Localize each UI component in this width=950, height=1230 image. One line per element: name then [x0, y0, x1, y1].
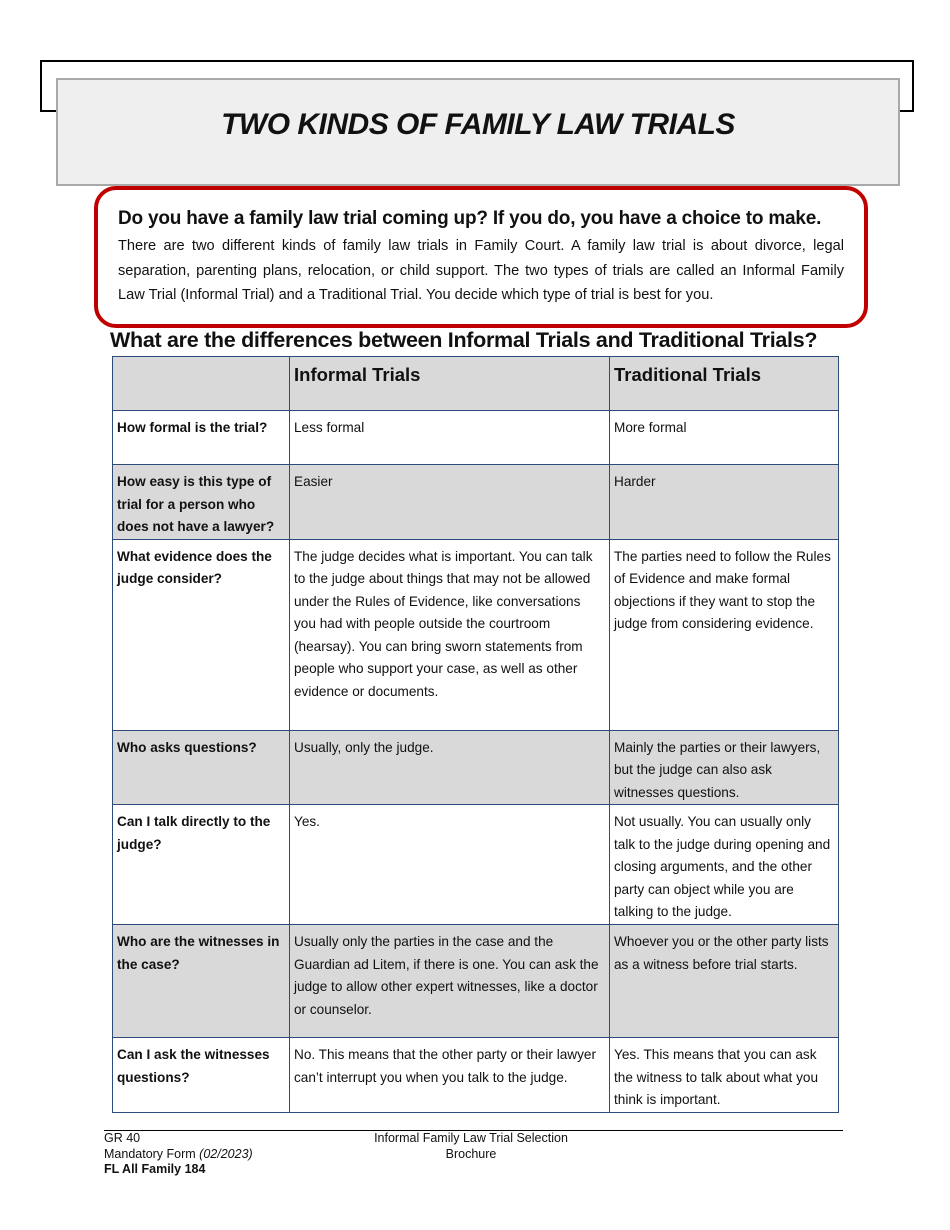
row-traditional: Not usually. You can usually only talk to the judge during opening and closing arguments, and the other party can object while you are talking to the judge. [610, 805, 839, 925]
header-cell-empty [113, 357, 290, 411]
table-row [113, 805, 839, 925]
row-informal: Usually, only the judge. [290, 730, 610, 805]
title-banner [56, 78, 900, 186]
row-traditional: Whoever you or the other party lists as a witness before trial starts. [610, 925, 839, 1038]
footer-form-info [104, 1131, 253, 1178]
row-question: What evidence does the judge consider? [113, 539, 290, 730]
row-question: Who asks questions? [113, 730, 290, 805]
row-question: Can I ask the witnesses questions? [113, 1038, 290, 1113]
header-traditional: Traditional Trials [610, 357, 839, 411]
row-traditional: The parties need to follow the Rules of Evidence and make formal objections if they want to stop the judge from considering evidence. [610, 539, 839, 730]
intro-callout [94, 186, 868, 328]
table-row [113, 1038, 839, 1113]
footer-title-line2: Brochure [445, 1146, 497, 1161]
table-header-row [113, 357, 839, 411]
footer-title-line1: Informal Family Law Trial Selection [374, 1131, 568, 1145]
row-traditional: Yes. This means that you can ask the witness to talk about what you think is important. [610, 1038, 839, 1113]
row-informal: Easier [290, 465, 610, 540]
row-question: How easy is this type of trial for a person who does not have a lawyer? [113, 465, 290, 540]
row-traditional: Mainly the parties or their lawyers, but the judge can also ask witnesses questions. [610, 730, 839, 805]
intro-paragraph: There are two different kinds of family law trials in Family Court. A family law trial is about divorce, legal separation, parenting plans, relocation, or child support. The two types of trials are called an Informal Family Law Trial (Informal Trial) and a Traditional Trial. You decide which type of trial is best for you. [118, 238, 844, 303]
section-heading: What are the differences between Informal Trials and Traditional Trials? [110, 328, 818, 352]
table-row [113, 730, 839, 805]
intro-question: Do you have a family law trial coming up? If you do, you have a choice to make. [118, 208, 822, 229]
footer-mandatory-form: Mandatory Form (02/2023) [104, 1146, 253, 1161]
row-question: Who are the witnesses in the case? [113, 925, 290, 1038]
comparison-table [112, 356, 839, 1113]
row-informal: Yes. [290, 805, 610, 925]
footer-form-code: FL All Family 184 [104, 1162, 206, 1176]
footer-form-date: (02/2023) [199, 1146, 253, 1161]
header-informal: Informal Trials [290, 357, 610, 411]
row-traditional: Harder [610, 465, 839, 540]
row-informal: No. This means that the other party or their lawyer can’t interrupt you when you talk to the judge. [290, 1038, 610, 1113]
table-row [113, 411, 839, 465]
table-row [113, 539, 839, 730]
footer-document-title [340, 1131, 602, 1162]
row-question: How formal is the trial? [113, 411, 290, 465]
page-title: TWO KINDS OF FAMILY LAW TRIALS [221, 108, 735, 141]
table-row [113, 925, 839, 1038]
row-informal: The judge decides what is important. You can talk to the judge about things that may not be allowed under the Rules of Evidence, like conversations you had with people outside the courtroom (hearsay). You can bring sworn statements from people who support your case, as well as other evidence or documents. [290, 539, 610, 730]
footer-form-number: GR 40 [104, 1131, 141, 1145]
table-row [113, 465, 839, 540]
row-informal: Less formal [290, 411, 610, 465]
row-traditional: More formal [610, 411, 839, 465]
row-question: Can I talk directly to the judge? [113, 805, 290, 925]
row-informal: Usually only the parties in the case and the Guardian ad Litem, if there is one. You can ask the judge to allow other expert witnesses, like a doctor or counselor. [290, 925, 610, 1038]
